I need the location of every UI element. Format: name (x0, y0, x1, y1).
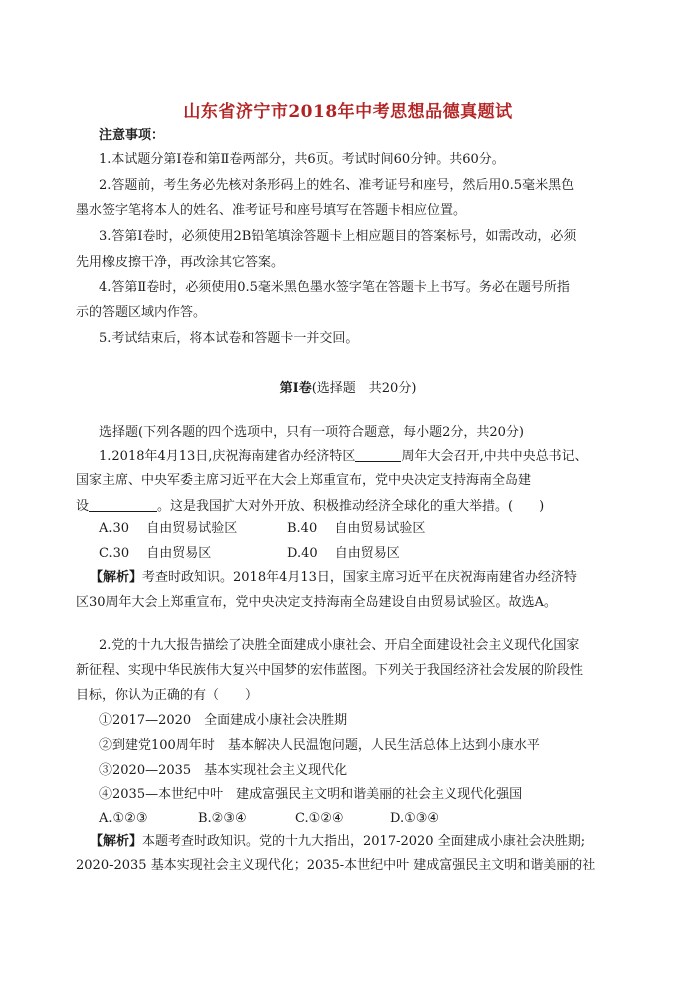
q1-blank-1 (355, 447, 401, 462)
notice-item-2-cont: 墨水签字笔将本人的姓名、准考证号和座号填写在答题卡相应位置。 (76, 203, 467, 218)
notice-item-5: 5.考试结束后，将本试卷和答题卡一并交回。 (99, 331, 359, 346)
q2-analysis-2: 2020-2035 基本实现社会主义现代化；2035-本世纪中叶 建成富强民主文明和谐美丽的社 (76, 858, 596, 873)
q2-option-a: A.①②③ (99, 811, 148, 826)
q2-option-b: B.②③④ (198, 811, 247, 826)
q2-item-3: ③2020—2035 基本实现社会主义现代化 (99, 763, 348, 778)
notice-heading: 注意事项： (99, 128, 165, 143)
notice-item-3: 3.答第Ⅰ卷时，必须使用2B铅笔填涂答题卡上相应题目的答案标号，如需改动，必须 (99, 229, 577, 244)
section-title (0, 377, 696, 396)
q2-option-c: C.①②④ (295, 811, 344, 826)
document-title: 山东省济宁市2018年中考思想品德真题试 (183, 102, 513, 122)
q1-analysis-1 (90, 569, 577, 587)
q2-line-1: 2.党的十九大报告描绘了决胜全面建成小康社会、开启全面建设社会主义现代化国家 (99, 638, 580, 653)
notice-item-4: 4.答第Ⅱ卷时，必须使用0.5毫米黑色墨水签字笔在答题卡上书写。务必在题号所指 (99, 280, 570, 295)
q2-line-2: 新征程、实现中华民族伟大复兴中国梦的宏伟蓝图。下列关于我国经济社会发展的阶段性 (76, 663, 584, 678)
q1-line-3a: 设 (76, 499, 90, 514)
q2-analysis-label: 【解析】 (90, 834, 143, 849)
q1-analysis-label: 【解析】 (90, 570, 143, 585)
notice-item-2: 2.答题前，考生务必先核对条形码上的姓名、准考证号和座号，然后用0.5毫米黑色 (99, 178, 575, 193)
q1-option-d: D.40 自由贸易区 (287, 546, 400, 561)
q2-item-4: ④2035—本世纪中叶 建成富强民主文明和谐美丽的社会主义现代化强国 (99, 787, 523, 802)
q1-line-1b: 周年大会召开,中共中央总书记、 (401, 449, 588, 464)
q1-line-1 (99, 447, 588, 466)
q2-analysis-text-1: 本题考查时政知识。党的十九大指出，2017-2020 全面建成小康社会决胜期; (142, 834, 586, 849)
q1-analysis-2: 区30周年大会上郑重宣布，党中央决定支持海南全岛建设自由贸易试验区。故选A。 (76, 595, 557, 610)
q2-analysis-1 (90, 833, 585, 851)
notice-item-4-cont: 示的答题区域内作答。 (76, 305, 207, 320)
q1-line-3 (76, 497, 544, 516)
q1-option-a: A.30 自由贸易试验区 (99, 521, 238, 536)
q1-blank-2 (89, 497, 157, 512)
q1-analysis-text-1: 考查时政知识。2018年4月13日，国家主席习近平在庆祝海南建省办经济特 (142, 570, 577, 585)
q1-line-3b: 。这是我国扩大对外开放、积极推动经济全球化的重大举措。( ) (157, 499, 545, 514)
q2-item-2: ②到建党100周年时 基本解决人民温饱问题，人民生活总体上达到小康水平 (99, 738, 540, 753)
notice-item-1: 1.本试题分第Ⅰ卷和第Ⅱ卷两部分，共6页。考试时间60分钟。共60分。 (99, 152, 505, 167)
section-instruction: 选择题(下列各题的四个选项中，只有一项符合题意，每小题2分，共20分) (99, 425, 524, 440)
q2-line-3: 目标，你认为正确的有（ ） (76, 688, 259, 703)
section-title-bold: 第Ⅰ卷 (279, 381, 312, 396)
section-title-rest: (选择题 共20分) (311, 381, 417, 396)
q1-line-1a: 1.2018年4月13日,庆祝海南建省办经济特区 (99, 449, 356, 464)
q1-option-b: B.40 自由贸易试验区 (287, 521, 426, 536)
q1-line-2: 国家主席、中央军委主席习近平在大会上郑重宣布，党中央决定支持海南全岛建 (76, 473, 532, 488)
q2-item-1: ①2017—2020 全面建成小康社会决胜期 (99, 713, 348, 728)
q1-option-c: C.30 自由贸易区 (99, 546, 212, 561)
q2-option-d: D.①③④ (390, 811, 440, 826)
notice-item-3-cont: 先用橡皮擦干净，再改涂其它答案。 (76, 255, 285, 270)
